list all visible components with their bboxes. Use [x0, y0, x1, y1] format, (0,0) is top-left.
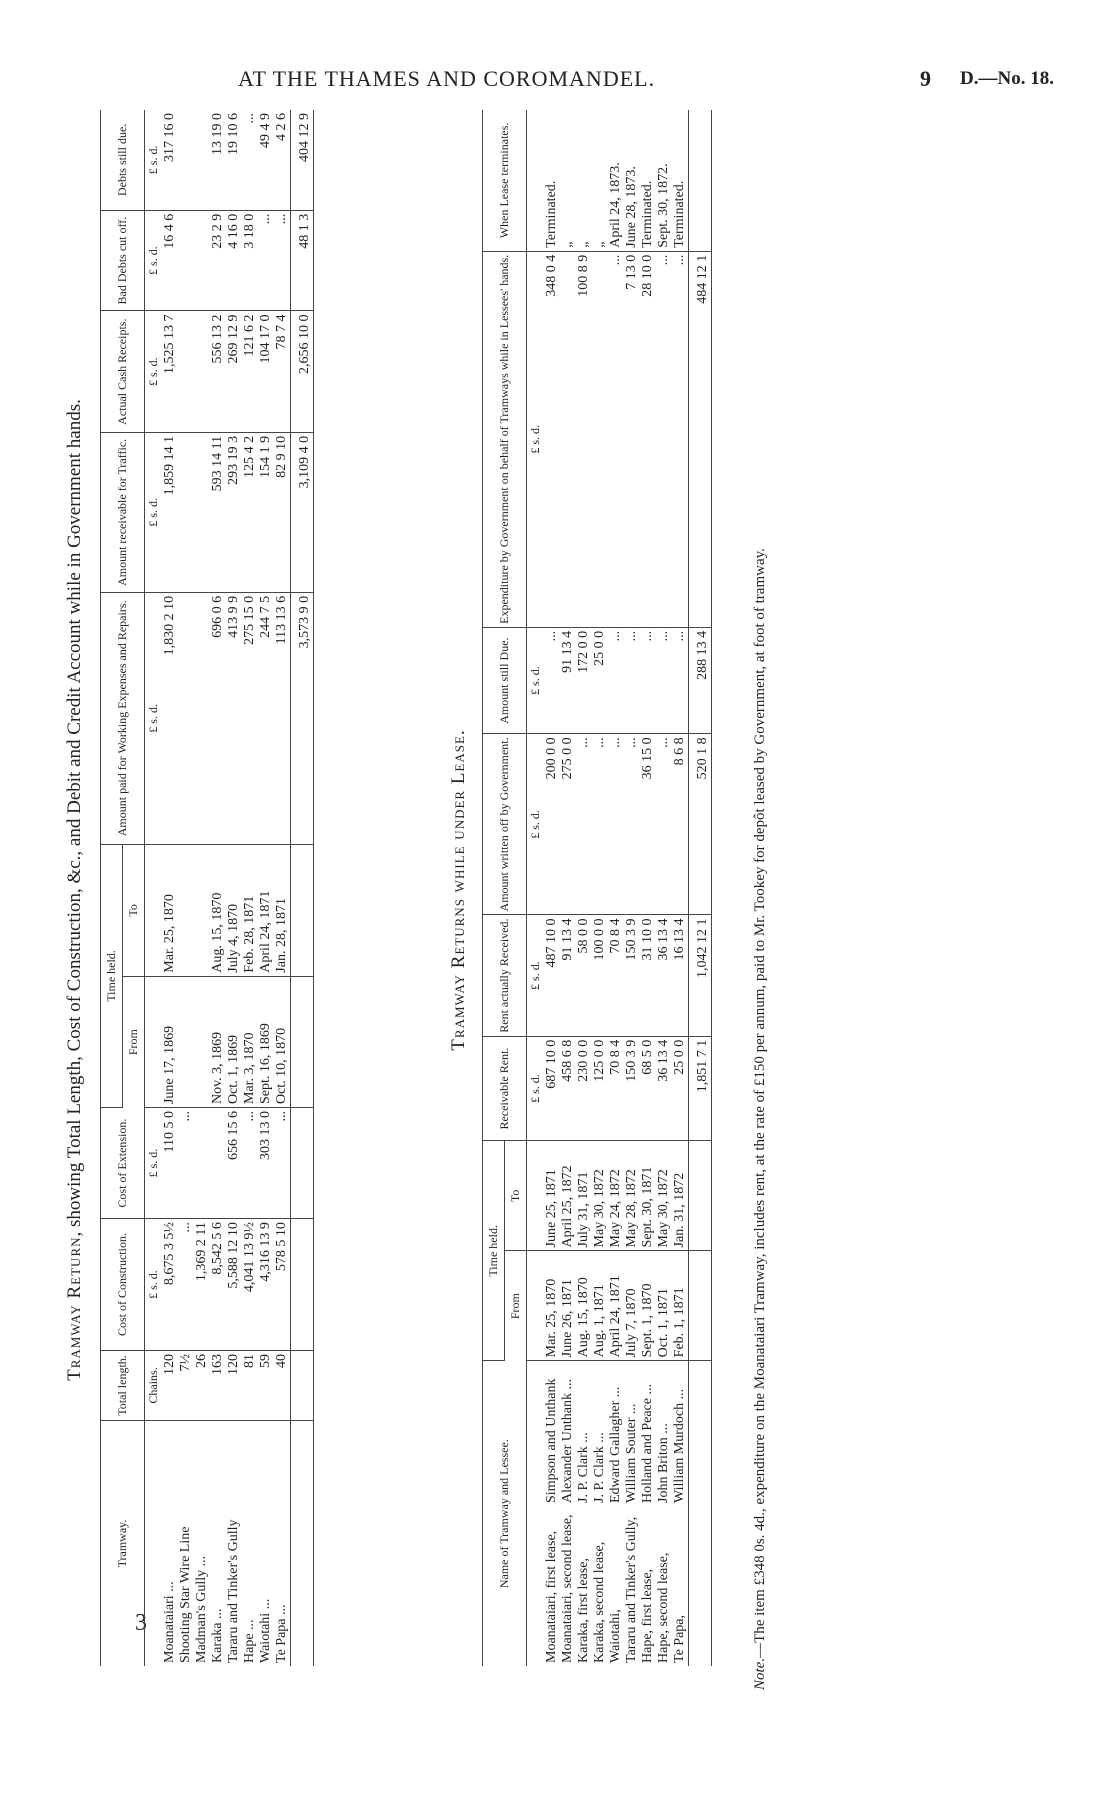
cell-from: [178, 976, 194, 1107]
unit-lsd: £ s. d.: [145, 210, 163, 311]
cell-expenditure: ...: [656, 251, 672, 627]
cell-tramway-lessee: [640, 1361, 656, 1666]
cell-debts-due: [178, 110, 194, 210]
cell-working: 275 15 0: [242, 592, 258, 844]
col-terminates: When Lease terminates.: [483, 110, 527, 251]
lessee-name: Alexander Unthank ...: [560, 1378, 575, 1503]
cell-blank: [291, 1350, 314, 1420]
cell-blank: [689, 1361, 712, 1666]
cell-receivable: 154 1 9: [258, 432, 274, 592]
col-tramway: Tramway.: [101, 1420, 145, 1666]
col-receivable-rent: Receivable Rent.: [483, 1036, 527, 1141]
unit-lsd: £ s. d.: [527, 915, 545, 1036]
table-row: [226, 110, 242, 1666]
cell-from: Mar. 3, 1870: [242, 976, 258, 1107]
cell-to: May 30, 1872: [592, 1141, 608, 1251]
col-receivable: Amount receivable for Traffic.: [101, 432, 145, 592]
cell-extension: 110 5 0: [162, 1108, 178, 1219]
cell-received: 36 13 4: [656, 915, 672, 1036]
table-row: [672, 110, 689, 1666]
cell-blank: [291, 1219, 314, 1351]
cell-from: Aug. 15, 1870: [576, 1251, 592, 1361]
cell-tramway: Madman's Gully ...: [194, 1555, 209, 1663]
table-row: [194, 110, 210, 1666]
cell-length: 26: [194, 1350, 210, 1420]
cell-from: Sept. 16, 1869: [258, 976, 274, 1107]
cell-written-off: ...: [656, 734, 672, 915]
cell-tramway: Moanataiari ...: [162, 1581, 177, 1663]
cell-receivable: 1,859 14 1: [162, 432, 178, 592]
tramway-name: Moanataiari, second lease,: [560, 1514, 575, 1663]
cell-extension: ...: [178, 1108, 194, 1219]
cell-terminates: Terminated.: [672, 110, 689, 251]
cell-to: May 30, 1872: [656, 1141, 672, 1251]
table2-caption-smallcaps: Tramway Returns while under Lease.: [448, 729, 469, 1051]
cell-extension: 303 13 0: [258, 1108, 274, 1219]
cell-received: 70 8 4: [608, 915, 624, 1036]
lessee-name: William Souter ...: [624, 1403, 639, 1503]
cell-from: Oct. 1, 1869: [226, 976, 242, 1107]
table-row: [560, 110, 576, 1666]
cell-to: Jan. 31, 1872: [672, 1141, 689, 1251]
cell-debts-due: ...: [242, 110, 258, 210]
note-text: —The item £348 0s. 4d., expenditure on the Moanataiari Tramway, includes rent, at the rate of £150 per annum, paid to Mr. Tookey for depôt leased by Government, at foot of tramway.: [752, 548, 768, 1658]
cell-written-off: 275 0 0: [560, 734, 576, 915]
total-receivable: 3,109 4 0: [291, 432, 314, 592]
cell-bad-debts: 16 4 6: [162, 210, 178, 311]
cell-expenditure: 348 0 4: [544, 251, 560, 627]
table1-caption-smallcaps: Tramway Return: [64, 1236, 85, 1381]
cell-received: 31 10 0: [640, 915, 656, 1036]
cell-bad-debts: [178, 210, 194, 311]
cell-extension: [210, 1108, 226, 1219]
cell-still-due: ...: [672, 627, 689, 734]
cell-terminates: Terminated.: [544, 110, 560, 251]
cell-length: 40: [274, 1350, 291, 1420]
table1-caption: [64, 90, 86, 1690]
cell-still-due: 172 0 0: [576, 627, 592, 734]
cell-from: June 26, 1871: [560, 1251, 576, 1361]
unit-blank: [145, 976, 163, 1107]
cell-debts-due: 13 19 0: [210, 110, 226, 210]
cell-tramway-lessee: [560, 1361, 576, 1666]
cell-from: [194, 976, 210, 1107]
unit-lsd: £ s. d.: [145, 110, 163, 210]
header-document-id: D.—No. 18.: [960, 68, 1054, 89]
cell-bad-debts: 23 2 9: [210, 210, 226, 311]
cell-extension: 656 15 6: [226, 1108, 242, 1219]
cell-tramway: Te Papa ...: [274, 1604, 289, 1663]
cell-still-due: ...: [544, 627, 560, 734]
unit-blank: [527, 110, 545, 251]
cell-working: [194, 592, 210, 844]
cell-construction: 8,542 5 6: [210, 1219, 226, 1351]
cell-terminates: „: [592, 110, 608, 251]
col-receipts: Actual Cash Receipts.: [101, 311, 145, 432]
cell-receivable: 458 6 8: [560, 1036, 576, 1141]
cell-working: 113 13 6: [274, 592, 291, 844]
unit-lsd: £ s. d.: [145, 1108, 163, 1219]
cell-to: July 31, 1871: [576, 1141, 592, 1251]
col-rent-received: Rent actually Received.: [483, 915, 527, 1036]
cell-terminates: Terminated.: [640, 110, 656, 251]
cell-debts-due: [194, 110, 210, 210]
table2-body: [544, 110, 712, 1666]
cell-tramway-lessee: [544, 1361, 560, 1666]
cell-still-due: ...: [656, 627, 672, 734]
cell-extension: ...: [242, 1108, 258, 1219]
cell-terminates: „: [560, 110, 576, 251]
cell-receipts: 104 17 0: [258, 311, 274, 432]
col-time-held: Time held.: [101, 844, 123, 1107]
unit-blank: [527, 1251, 545, 1361]
total-still-due: 288 13 4: [689, 627, 712, 734]
unit-chains: Chains.: [145, 1350, 163, 1420]
cell-expenditure: 7 13 0: [624, 251, 640, 627]
cell-receivable: 36 13 4: [656, 1036, 672, 1141]
tramway-name: Tararu and Tinker's Gully,: [624, 1516, 639, 1663]
bottom-page-number: 3: [135, 1610, 147, 1636]
cell-extension: [194, 1108, 210, 1219]
cell-length: 81: [242, 1350, 258, 1420]
col-working: Amount paid for Working Expenses and Repairs.: [101, 592, 145, 844]
cell-from: April 24, 1871: [608, 1251, 624, 1361]
col-time-held: Time held.: [483, 1141, 505, 1361]
cell-debts-due: 19 10 6: [226, 110, 242, 210]
col-length: Total length.: [101, 1350, 145, 1420]
table-row: [162, 110, 178, 1666]
cell-tramway-lessee: [592, 1361, 608, 1666]
cell-to: May 28, 1872: [624, 1141, 640, 1251]
cell-written-off: ...: [592, 734, 608, 915]
unit-lsd: £ s. d.: [145, 311, 163, 432]
cell-expenditure: [592, 251, 608, 627]
footnote: [750, 190, 770, 1690]
col-construction: Cost of Construction.: [101, 1219, 145, 1351]
cell-tramway: Hape ...: [242, 1619, 257, 1663]
lessee-name: Edward Gallagher ...: [608, 1386, 623, 1503]
cell-still-due: ...: [624, 627, 640, 734]
col-to: To: [505, 1141, 527, 1251]
cell-terminates: „: [576, 110, 592, 251]
cell-construction: 4,316 13 9: [258, 1219, 274, 1351]
col-still-due: Amount still Due.: [483, 627, 527, 734]
cell-expenditure: 28 10 0: [640, 251, 656, 627]
total-debts-due: 404 12 9: [291, 110, 314, 210]
cell-from: Aug. 1, 1871: [592, 1251, 608, 1361]
cell-still-due: ...: [608, 627, 624, 734]
cell-working: 413 9 9: [226, 592, 242, 844]
tramway-name: Karaka, second lease,: [592, 1541, 607, 1663]
col-expenditure: Expenditure by Government on behalf of Tramways while in Lessees' hands.: [483, 251, 527, 627]
cell-bad-debts: 3 18 0: [242, 210, 258, 311]
cell-length: 120: [162, 1350, 178, 1420]
cell-receivable: 593 14 11: [210, 432, 226, 592]
tramway-name: Te Papa,: [672, 1614, 687, 1663]
cell-receivable: 293 19 3: [226, 432, 242, 592]
cell-received: 150 3 9: [624, 915, 640, 1036]
cell-terminates: April 24, 1873.: [608, 110, 624, 251]
table-row: [592, 110, 608, 1666]
unit-lsd: £ s. d.: [527, 734, 545, 915]
cell-receivable: 125 4 2: [242, 432, 258, 592]
table-row: [210, 110, 226, 1666]
cell-still-due: ...: [640, 627, 656, 734]
cell-receipts: 1,525 13 7: [162, 311, 178, 432]
cell-from: Nov. 3, 1869: [210, 976, 226, 1107]
cell-written-off: 200 0 0: [544, 734, 560, 915]
cell-receipts: [194, 311, 210, 432]
unit-blank: [527, 1141, 545, 1251]
rotated-landscape-content: [60, 90, 1030, 1690]
cell-tramway: Karaka ...: [210, 1608, 225, 1663]
cell-debts-due: 317 16 0: [162, 110, 178, 210]
table-row: [608, 110, 624, 1666]
cell-to: April 24, 1871: [258, 844, 274, 976]
lessee-name: John Briton ...: [656, 1423, 671, 1503]
cell-debts-due: 49 4 9: [258, 110, 274, 210]
lessee-name: Simpson and Unthank: [544, 1378, 559, 1503]
table-row: [242, 110, 258, 1666]
cell-written-off: ...: [608, 734, 624, 915]
cell-tramway: Waiotahi ...: [258, 1598, 273, 1663]
table1-body: [162, 110, 314, 1666]
lessee-name: J. P. Clark ...: [592, 1432, 607, 1503]
cell-to: April 25, 1872: [560, 1141, 576, 1251]
col-name-lessee: Name of Tramway and Lessee.: [483, 1361, 527, 1666]
cell-blank: [689, 1251, 712, 1361]
cell-bad-debts: ...: [274, 210, 291, 311]
cell-bad-debts: [194, 210, 210, 311]
unit-lsd: £ s. d.: [527, 251, 545, 627]
table-row: [274, 110, 291, 1666]
col-to: To: [123, 844, 145, 976]
cell-expenditure: ...: [672, 251, 689, 627]
cell-construction: 578 5 10: [274, 1219, 291, 1351]
cell-from: Oct. 10, 1870: [274, 976, 291, 1107]
note-label: Note.: [752, 1657, 768, 1690]
cell-to: Sept. 30, 1871: [640, 1141, 656, 1251]
cell-expenditure: ...: [608, 251, 624, 627]
total-expenditure: 484 12 1: [689, 251, 712, 627]
cell-to: Mar. 25, 1870: [162, 844, 178, 976]
cell-tramway-lessee: [576, 1361, 592, 1666]
total-bad-debts: 48 1 3: [291, 210, 314, 311]
col-from: From: [123, 976, 145, 1107]
table-row: [544, 110, 560, 1666]
cell-from: July 7, 1870: [624, 1251, 640, 1361]
cell-length: 59: [258, 1350, 274, 1420]
cell-receipts: [178, 311, 194, 432]
tramway-return-table: [100, 110, 314, 1666]
cell-working: 1,830 2 10: [162, 592, 178, 844]
unit-lsd: £ s. d.: [145, 1219, 163, 1351]
cell-to: Jan. 28, 1871: [274, 844, 291, 976]
col-from: From: [505, 1251, 527, 1361]
header-title: AT THE THAMES AND COROMANDEL.: [238, 66, 656, 91]
cell-debts-due: 4 2 6: [274, 110, 291, 210]
cell-received: 100 0 0: [592, 915, 608, 1036]
cell-terminates: Sept. 30, 1872.: [656, 110, 672, 251]
table-row: [178, 110, 194, 1666]
cell-blank: [291, 1420, 314, 1666]
cell-received: 58 0 0: [576, 915, 592, 1036]
cell-received: 487 10 0: [544, 915, 560, 1036]
cell-blank: [689, 1141, 712, 1251]
cell-receivable: 150 3 9: [624, 1036, 640, 1141]
tramway-name: Karaka, first lease,: [576, 1558, 591, 1663]
cell-extension: ...: [274, 1108, 291, 1219]
cell-length: 7½: [178, 1350, 194, 1420]
cell-to: July 4, 1870: [226, 844, 242, 976]
cell-tramway-lessee: [624, 1361, 640, 1666]
cell-tramway-lessee: [656, 1361, 672, 1666]
cell-working: 696 0 6: [210, 592, 226, 844]
lessee-name: J. P. Clark ...: [576, 1432, 591, 1503]
lease-return-table: [482, 110, 712, 1666]
cell-expenditure: [560, 251, 576, 627]
cell-bad-debts: ...: [258, 210, 274, 311]
totals-row: [689, 110, 712, 1666]
table2-caption: [448, 90, 470, 1690]
cell-receipts: 269 12 9: [226, 311, 242, 432]
cell-receipts: 121 6 2: [242, 311, 258, 432]
cell-receivable: 125 0 0: [592, 1036, 608, 1141]
cell-blank: [291, 1108, 314, 1219]
table-row: [624, 110, 640, 1666]
total-written-off: 520 1 8: [689, 734, 712, 915]
cell-received: 91 13 4: [560, 915, 576, 1036]
cell-received: 16 13 4: [672, 915, 689, 1036]
cell-construction: 5,588 12 10: [226, 1219, 242, 1351]
table-row: [576, 110, 592, 1666]
cell-blank: [291, 844, 314, 976]
unit-blank: [145, 1420, 163, 1666]
cell-receivable: 70 8 4: [608, 1036, 624, 1141]
tramway-name: Waiotahi,: [608, 1609, 623, 1663]
col-written-off: Amount written off by Government.: [483, 734, 527, 915]
unit-lsd: £ s. d.: [527, 1036, 545, 1141]
table-row: [656, 110, 672, 1666]
table-row: [640, 110, 656, 1666]
unit-lsd: £ s. d.: [527, 627, 545, 734]
cell-tramway-lessee: [672, 1361, 689, 1666]
col-bad-debts: Bad Debts cut off.: [101, 210, 145, 311]
cell-length: 120: [226, 1350, 242, 1420]
cell-to: June 25, 1871: [544, 1141, 560, 1251]
cell-working: 244 7 5: [258, 592, 274, 844]
unit-lsd: £ s. d.: [145, 432, 163, 592]
cell-to: [178, 844, 194, 976]
cell-from: June 17, 1869: [162, 976, 178, 1107]
cell-written-off: ...: [624, 734, 640, 915]
cell-from: Feb. 1, 1871: [672, 1251, 689, 1361]
cell-written-off: 8 6 8: [672, 734, 689, 915]
unit-blank: [145, 844, 163, 976]
cell-from: Oct. 1, 1871: [656, 1251, 672, 1361]
total-receipts: 2,656 10 0: [291, 311, 314, 432]
cell-receipts: 556 13 2: [210, 311, 226, 432]
cell-length: 163: [210, 1350, 226, 1420]
header-page-number: 9: [920, 66, 931, 91]
cell-blank: [689, 110, 712, 251]
cell-receivable: 68 5 0: [640, 1036, 656, 1141]
cell-written-off: ...: [576, 734, 592, 915]
unit-lsd: £ s. d.: [145, 592, 163, 844]
cell-receivable: 230 0 0: [576, 1036, 592, 1141]
lessee-name: Holland and Peace ...: [640, 1384, 655, 1503]
cell-working: [178, 592, 194, 844]
tramway-name: Hape, second lease,: [656, 1552, 671, 1663]
total-receivable: 1,851 7 1: [689, 1036, 712, 1141]
cell-to: Aug. 15, 1870: [210, 844, 226, 976]
cell-receivable: [194, 432, 210, 592]
cell-from: Sept. 1, 1870: [640, 1251, 656, 1361]
lessee-name: William Murdoch ...: [672, 1388, 687, 1503]
totals-row: [291, 110, 314, 1666]
cell-written-off: 36 15 0: [640, 734, 656, 915]
cell-tramway: Shooting Star Wire Line: [178, 1526, 193, 1663]
cell-receivable: [178, 432, 194, 592]
cell-tramway: Tararu and Tinker's Gully: [226, 1519, 241, 1663]
table-row: [258, 110, 274, 1666]
cell-tramway-lessee: [608, 1361, 624, 1666]
cell-receivable: 25 0 0: [672, 1036, 689, 1141]
table1-caption-text: , showing Total Length, Cost of Construction, &c., and Debit and Credit Account while in Government hands.: [64, 399, 85, 1237]
cell-still-due: 91 13 4: [560, 627, 576, 734]
cell-to: Feb. 28, 1871: [242, 844, 258, 976]
cell-expenditure: 100 8 9: [576, 251, 592, 627]
cell-blank: [291, 976, 314, 1107]
col-extension: Cost of Extension.: [101, 1108, 145, 1219]
cell-still-due: 25 0 0: [592, 627, 608, 734]
cell-construction: 8,675 3 5½: [162, 1219, 178, 1351]
cell-to: [194, 844, 210, 976]
col-debts-due: Debts still due.: [101, 110, 145, 210]
cell-terminates: June 28, 1873.: [624, 110, 640, 251]
tramway-name: Hape, first lease,: [640, 1568, 655, 1663]
cell-receipts: 78 7 4: [274, 311, 291, 432]
cell-construction: 4,041 13 9½: [242, 1219, 258, 1351]
cell-construction: ...: [178, 1219, 194, 1351]
cell-receivable: 82 9 10: [274, 432, 291, 592]
total-working: 3,573 9 0: [291, 592, 314, 844]
cell-from: Mar. 25, 1870: [544, 1251, 560, 1361]
cell-to: May 24, 1872: [608, 1141, 624, 1251]
unit-blank: [527, 1361, 545, 1666]
cell-construction: 1,369 2 11: [194, 1219, 210, 1351]
total-received: 1,042 12 1: [689, 915, 712, 1036]
cell-bad-debts: 4 16 0: [226, 210, 242, 311]
cell-receivable: 687 10 0: [544, 1036, 560, 1141]
tramway-name: Moanataiari, first lease,: [544, 1530, 559, 1663]
